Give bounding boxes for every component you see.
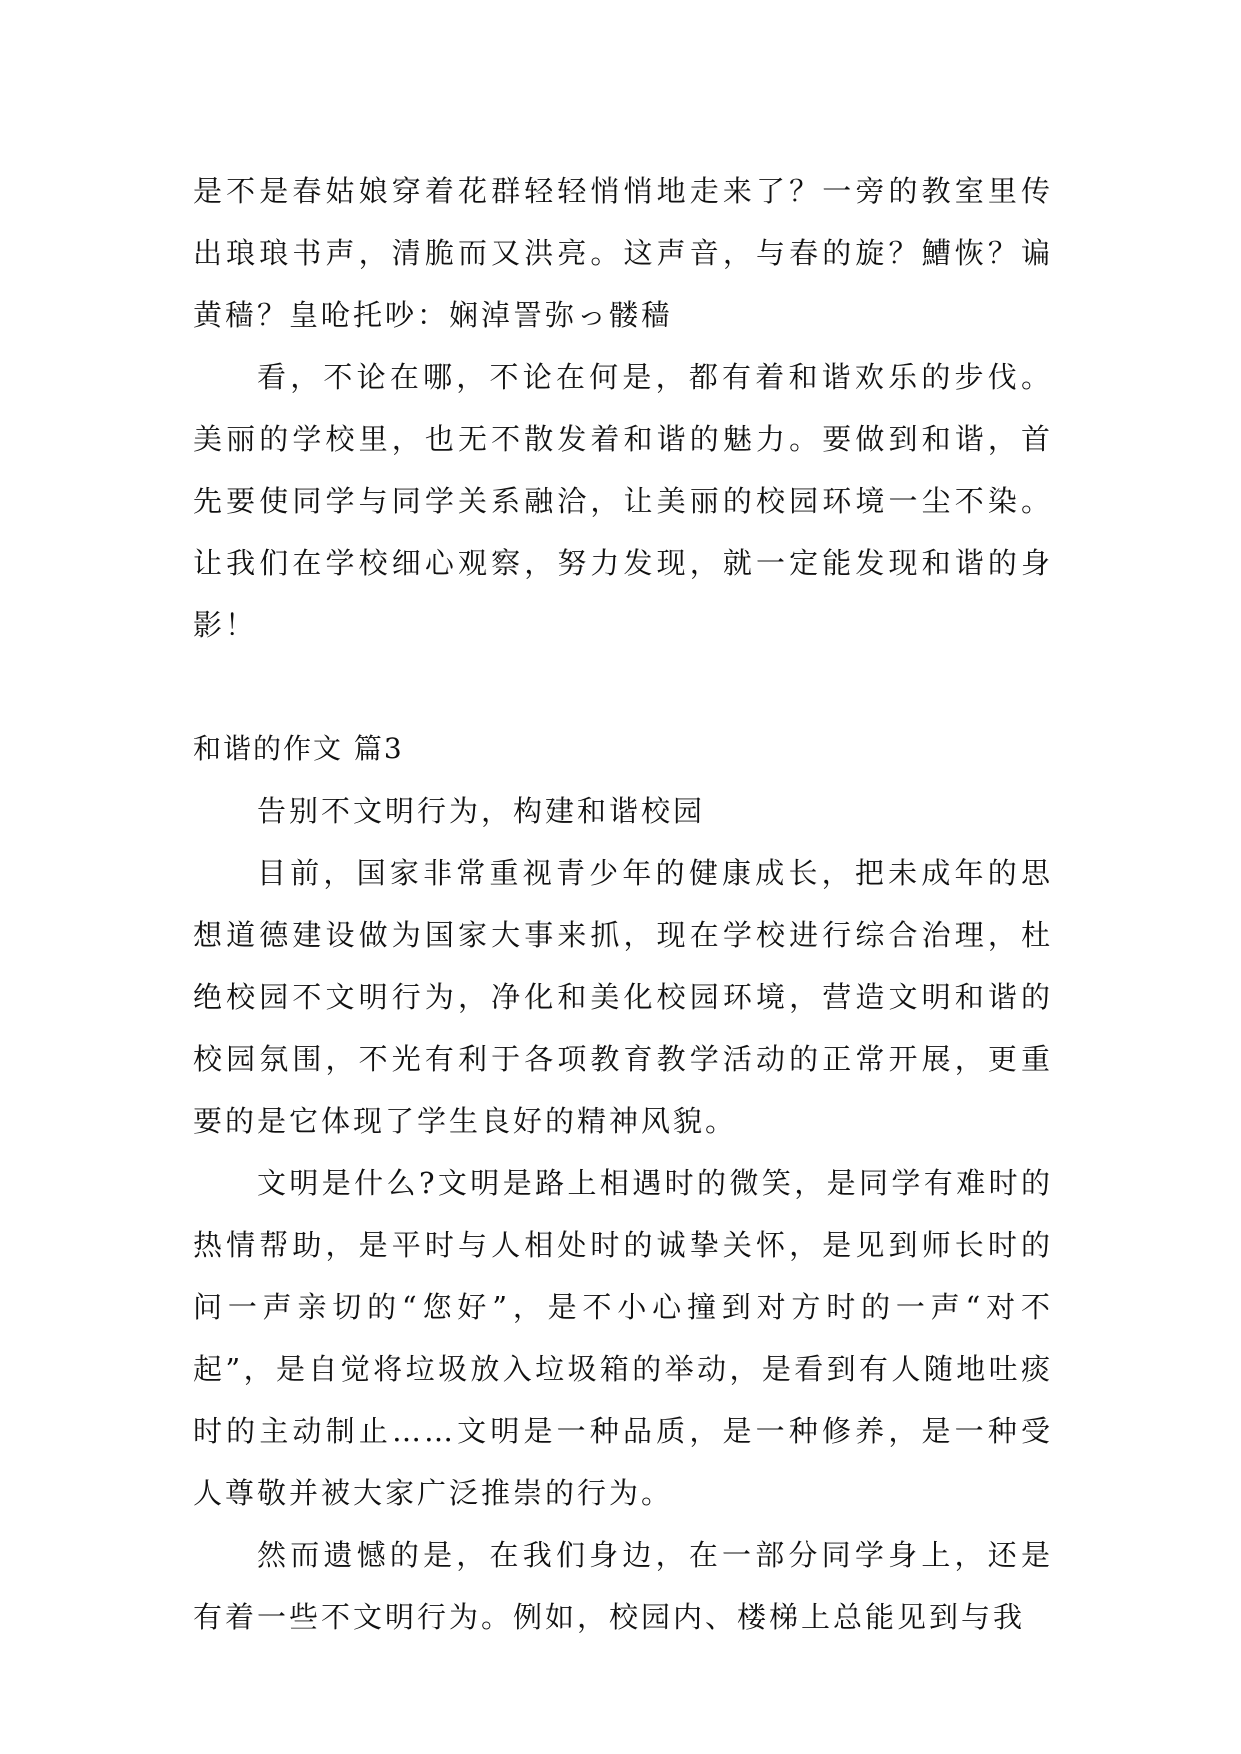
- section-heading: 和谐的作文 篇3: [193, 732, 404, 765]
- essay-subtitle: 告别不文明行为，构建和谐校园: [257, 794, 706, 828]
- paragraph-regret: 然而遗憾的是，在我们身边，在一部分同学身上，还是有着一些不文明行为。例如，校园内、楼梯上总能见到与我: [193, 1538, 1053, 1634]
- paragraph-intro: 目前，国家非常重视青少年的健康成长，把未成年的思想道德建设做为国家大事来抓，现在学校进行综合治理，杜绝校园不文明行为，净化和美化校园环境，营造文明和谐的校园氛围，不光有利于各项教育教学活动的正常开展，更重要的是它体现了学生良好的精神风貌。: [193, 856, 1053, 1138]
- document-content: [193, 160, 1053, 1648]
- paragraph-what-is-civility: 文明是什么?文明是路上相遇时的微笑，是同学有难时的热情帮助，是平时与人相处时的诚挚关怀，是见到师长时的问一声亲切的“您好”，是不小心撞到对方时的一声“对不起”，是自觉将垃圾放入垃圾箱的举动，是看到有人随地吐痰时的主动制止……文明是一种品质，是一种修养，是一种受人尊敬并被大家广泛推崇的行为。: [193, 1166, 1053, 1510]
- paragraph-harmony-summary: 看，不论在哪，不论在何是，都有着和谐欢乐的步伐。美丽的学校里，也无不散发着和谐的魅力。要做到和谐，首先要使同学与同学关系融洽，让美丽的校园环境一尘不染。让我们在学校细心观察，努力发现，就一定能发现和谐的身影！: [193, 360, 1053, 642]
- paragraph-continued: 是不是春姑娘穿着花群轻轻悄悄地走来了？一旁的教室里传出琅琅书声，清脆而又洪亮。这声音，与春的旋？鰽恢？谝黄穑？皇呛托吵：娴淖詈弥っ髅穑: [193, 174, 1053, 332]
- section-spacer: [193, 656, 1053, 718]
